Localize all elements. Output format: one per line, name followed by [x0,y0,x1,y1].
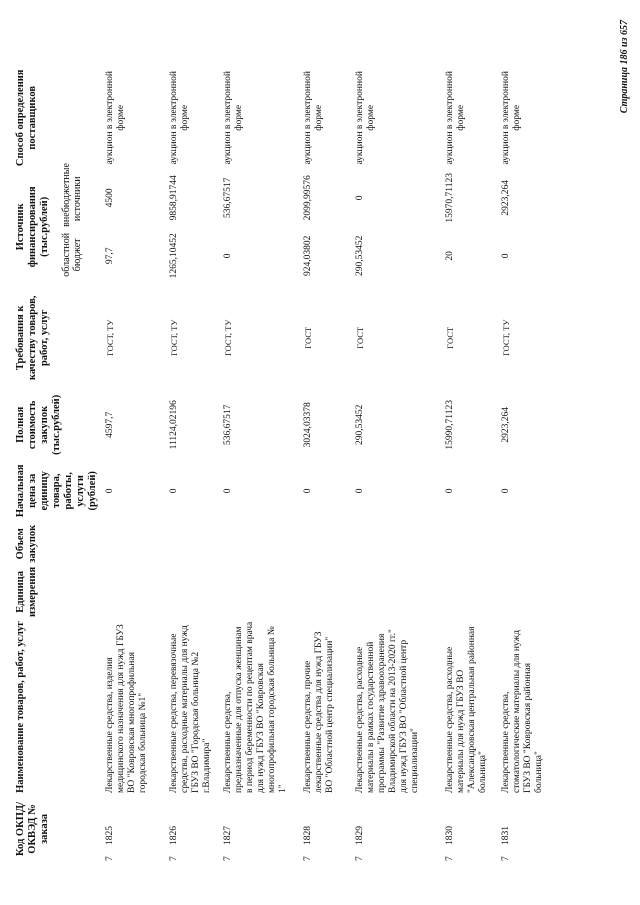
row-quality: ГОСТ, ТУ [169,319,179,357]
procurement-table [14,67,548,863]
row-volume [166,523,220,565]
row-unit [498,565,548,619]
row-total-cost: 290,53452 [355,404,365,445]
row-method: аукцион в электронной форме [501,71,522,165]
header-funding-extra: внебюджетные источники [61,163,83,227]
header-funding-title: Источник финансирования (тыс.рублей) [15,186,50,268]
row-funding-extra: 2923,264 [501,180,511,216]
row-funding-extra: 2099,99576 [303,175,313,221]
header-row [14,67,102,863]
row-unit [300,565,352,619]
row-unit-price: 0 [105,488,115,494]
header-funding [14,163,102,285]
table-row [352,67,442,863]
row-total-cost: 15990,71123 [445,400,455,450]
row-funding-extra: 0 [355,195,365,201]
row-name: Лекарственные средства, изделия медицинского назначения для нужд ГБУЗ ВО "Ковровская многопрофильная городская больница №1" [105,624,148,793]
row-method: аукцион в электронной форме [223,71,244,165]
table-row [166,67,220,863]
row-total-cost: 4597,7 [105,411,115,438]
row-unit [220,565,300,619]
row-unit-price: 0 [223,488,233,494]
row-funding-regional: 0 [501,253,511,259]
row-unit-price: 0 [501,488,511,494]
row-unit [102,565,166,619]
row-quality: ГОСТ, ТУ [105,319,115,357]
row-quality: ГОСТ [445,326,455,349]
row-unit [442,565,498,619]
header-total-cost: Полная стоимость закупок (тыс.рублей) [15,394,62,455]
row-funding-regional: 97,7 [105,247,115,265]
row-volume [442,523,498,565]
header-unit-price: Начальная цена за единицу товара, работы, услуги (рублей) [15,464,98,518]
row-method: аукцион в электронной форме [169,71,190,165]
row-method: аукцион в электронной форме [445,71,466,165]
row-funding-regional: 290,53452 [355,235,365,276]
row-code: 71827 [223,826,233,861]
row-name: Лекарственные средства, предназначенные для отпуска женщинам в период беременности по рецептам врача для нужд ГБУЗ ВО "Ковровская многопрофильная городская больница № 1" [223,621,288,793]
row-total-cost: 3024,03378 [303,402,313,448]
header-quality: Требования к качеству товаров, работ, услуг [15,295,50,381]
row-code: 71828 [303,826,313,861]
row-quality: ГОСТ [303,326,313,349]
table-row [102,67,166,863]
row-volume [220,523,300,565]
row-code: 71830 [445,826,455,861]
header-funding-regional: областной бюджет [61,232,83,277]
row-name: Лекарственные средства, расходные материалы для нужд ГБУЗ ВО "Александровская центральная районная больница" [445,626,488,793]
row-volume [498,523,548,565]
row-unit-price: 0 [169,488,179,494]
row-total-cost: 536,67517 [223,404,233,445]
row-method: аукцион в электронной форме [303,71,324,165]
row-method: аукцион в электронной форме [355,71,376,165]
header-volume: Объем закупок [15,524,38,563]
row-method: аукцион в электронной форме [105,71,126,165]
row-quality: ГОСТ, ТУ [501,319,511,357]
table-row [442,67,498,863]
row-name: Лекарственные средства, прочие лекарственные средства для нужд ГБУЗ ВО "Областной центр специализации" [303,631,335,793]
row-funding-extra: 15970,71123 [445,173,455,223]
page-number-footer: Страница 186 из 657 [619,20,630,114]
row-volume [102,523,166,565]
row-funding-regional: 924,03802 [303,235,313,276]
row-name: Лекарственные средства, стоматологические материалы для нужд ГБУЗ ВО "Ковровская районная больница" [501,630,544,793]
row-name: Лекарственные средства, расходные материалы в рамках государственной программы "Развитие здравоохранения Владимирской области на 2013-2020 гг." для нужд ГБУЗ ВО "Областной центр специализации" [355,629,420,793]
header-unit: Единица измерения [15,566,38,617]
row-volume [300,523,352,565]
row-code: 71826 [169,826,179,861]
row-funding-regional: 0 [223,253,233,259]
row-code: 71831 [501,826,511,861]
row-quality: ГОСТ, ТУ [223,319,233,357]
table-row [220,67,300,863]
row-funding-extra: 9858,91744 [169,175,179,221]
table-row [300,67,352,863]
table-row [498,67,548,863]
row-unit-price: 0 [303,488,313,494]
row-unit-price: 0 [445,488,455,494]
row-unit [166,565,220,619]
row-code: 71825 [105,826,115,861]
row-funding-regional: 1265,10452 [169,233,179,279]
row-unit-price: 0 [355,488,365,494]
header-method: Способ определения поставщиков [15,69,38,167]
row-quality: ГОСТ [355,326,365,349]
header-name: Наименование товаров, работ, услуг [15,621,26,793]
row-name: Лекарственные средства, перевязочные средства, расходные материалы для нужд ГБУЗ ВО "Городская больница №2 г.Владимира" [169,625,212,793]
row-funding-regional: 20 [445,251,455,261]
row-volume [352,523,442,565]
row-total-cost: 2923,264 [501,407,511,443]
row-code: 71829 [355,826,365,861]
row-funding-extra: 4500 [105,188,115,208]
row-funding-extra: 536,67517 [223,177,233,218]
header-code: Код ОКПД/ ОКВЭД № заказа [15,801,50,857]
row-total-cost: 11124,02196 [169,400,179,450]
row-unit [352,565,442,619]
